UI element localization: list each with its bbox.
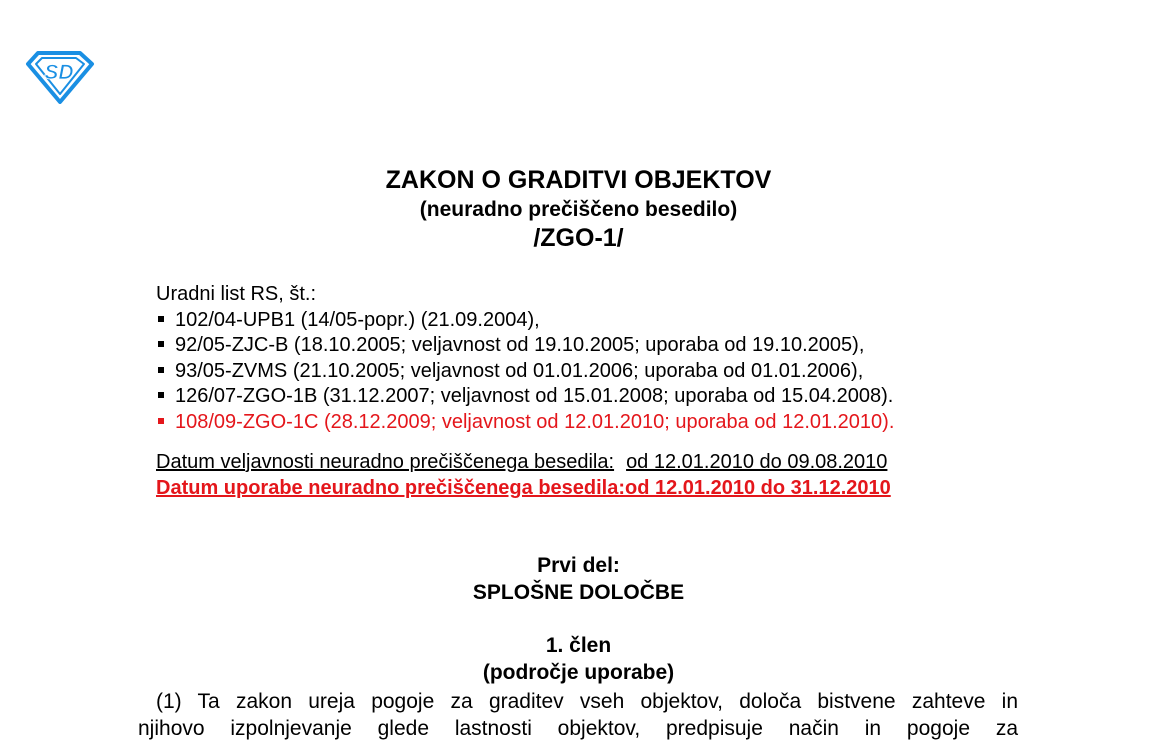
gazette-item-latest xyxy=(156,410,894,436)
validity-value: od 12.01.2010 do 09.08.2010 xyxy=(626,451,888,473)
article-number: 1. člen xyxy=(545,634,612,657)
gazette-item xyxy=(156,359,894,385)
gazette-item xyxy=(156,333,894,359)
sd-logo xyxy=(22,50,96,104)
usage-line xyxy=(156,475,891,501)
validity-label: Datum veljavnosti neuradno prečiščenega besedila: xyxy=(156,451,615,473)
gazette-heading: Uradni list RS, št.: xyxy=(156,283,317,305)
shield-logo-icon xyxy=(22,50,96,104)
validity-line xyxy=(156,449,891,475)
gazette-item xyxy=(156,384,894,410)
part-label: Prvi del: xyxy=(537,554,620,577)
gazette-item-text: 93/05-ZVMS (21.10.2005; veljavnost od 01.01.2006; uporaba od 01.01.2006), xyxy=(175,359,864,382)
logo-text: SD xyxy=(44,61,74,84)
gazette-references xyxy=(156,282,894,435)
bullet-icon xyxy=(158,418,164,424)
article-paragraph xyxy=(138,688,1018,742)
gazette-item-text: 102/04-UPB1 (14/05-popr.) (21.09.2004), xyxy=(175,308,540,331)
law-abbreviation: /ZGO-1/ xyxy=(533,224,624,252)
bullet-icon xyxy=(158,392,164,398)
law-title: ZAKON O GRADITVI OBJEKTOV xyxy=(385,166,772,194)
bullet-icon xyxy=(158,367,164,373)
law-subtitle: (neuradno prečiščeno besedilo) xyxy=(419,198,738,221)
paragraph-line: njihovo izpolnjevanje glede lastnosti objektov, predpisuje način in pogoje za xyxy=(138,717,1018,740)
gazette-item-text: 126/07-ZGO-1B (31.12.2007; veljavnost od 15.01.2008; uporaba od 15.04.2008). xyxy=(175,385,894,407)
gazette-item-text: 108/09-ZGO-1C (28.12.2009; veljavnost od 12.01.2010; uporaba od 12.01.2010). xyxy=(175,410,895,433)
bullet-icon xyxy=(158,316,164,322)
bullet-icon xyxy=(158,341,164,347)
paragraph-line: (1) Ta zakon ureja pogoje za graditev vseh objektov, določa bistvene zahteve in xyxy=(156,690,1018,713)
part-title: SPLOŠNE DOLOČBE xyxy=(472,581,685,604)
validity-dates xyxy=(156,449,891,501)
gazette-item xyxy=(156,308,894,334)
article-heading: (področje uporabe) xyxy=(482,661,675,684)
usage-value: od 12.01.2010 do 31.12.2010 xyxy=(625,477,891,499)
gazette-item-text: 92/05-ZJC-B (18.10.2005; veljavnost od 19.10.2005; uporaba od 19.10.2005), xyxy=(175,334,865,356)
usage-label: Datum uporabe neuradno prečiščenega besedila: xyxy=(156,477,626,499)
